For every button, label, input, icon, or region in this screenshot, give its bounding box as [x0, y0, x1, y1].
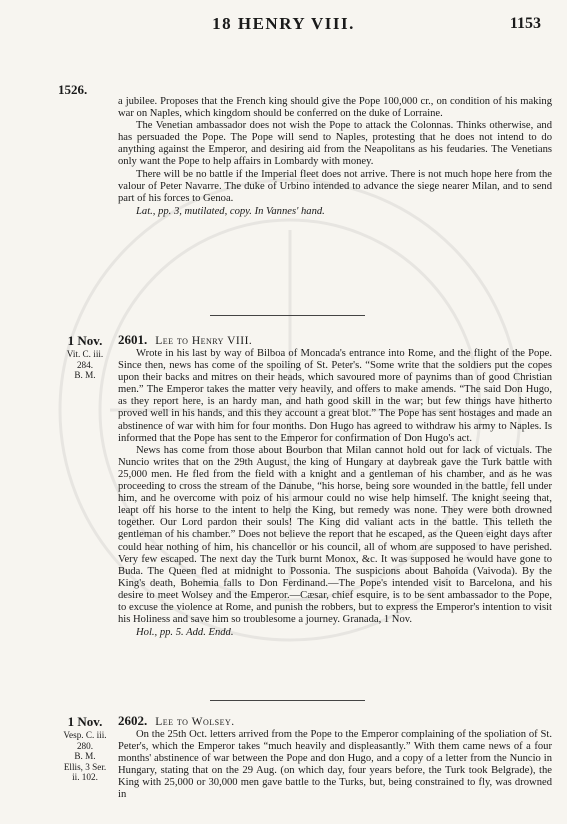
ref-line: Vesp. C. iii.: [63, 730, 107, 740]
entry-body: [118, 729, 552, 802]
divider: [210, 700, 365, 701]
entry-date: 1 Nov.: [67, 714, 103, 729]
entry-heading: [118, 333, 552, 348]
ref-line: Vit. C. iii.: [66, 349, 104, 359]
ref-line: B. M.: [74, 370, 96, 380]
ref-line: ii. 102.: [72, 772, 98, 782]
entry-number: 2601.: [118, 332, 148, 347]
ref-line: B. M.: [74, 751, 96, 761]
entry-title: Lee to Henry VIII.: [155, 335, 253, 347]
year-margin: 1526.: [58, 82, 88, 97]
paragraph: There will be no battle if the Imperial fleet does not arrive. There is not much hope here from the valour of Peter Navarre. The duke of Urbino intended to advance the siege nearer Milan, and to send part of his forces to Genoa.: [118, 168, 552, 204]
margin-reference: [56, 714, 114, 783]
ref-line: 280.: [76, 740, 94, 751]
source-note: Lat., pp. 3, mutilated, copy. In Vannes' hand.: [136, 205, 325, 217]
running-title: 18 HENRY VIII.: [212, 14, 355, 33]
paragraph: Wrote in his last by way of Bilboa of Moncada's entrance into Rome, and the flight of the Pope. Since then, news has come of the spoiling of St. Peter's. “Some write that the soldiers put the copes upon their backs and mitres on their heads, which savoured more of paynims than of good Christian men.” The Emperor takes the matter very heavily, and offers to make amends. “The said Don Hugo, as they report here, is an hardy man, and hath good skill in the war; but few things have hitherto proved well in his hands, and this they account a great blot.” The Pope has sent hostages and made an abstinence of war with him for four months. Don Hugo has agreed to withdraw his army to Naples. Is informed that the Pope has sent to the Emperor for confirmation of Don Hugo's act.: [118, 348, 552, 444]
margin-reference: [56, 333, 114, 381]
entry-date: 1 Nov.: [67, 333, 103, 348]
entry-body: [118, 348, 552, 639]
ref-line: 284.: [76, 359, 94, 370]
entry-heading: [118, 714, 552, 729]
continued-entry: [118, 96, 552, 218]
paragraph: The Venetian ambassador does not wish the Pope to attack the Colonnas. Thinks otherwise, and has persuaded the Pope. The Pope will send to Naples, protesting that he does not intend to do anything against the Emperor, and desiring aid from the Neapolitans as his feudaries. The Venetians only want the Pope to help affairs in Lombardy with money.: [118, 120, 552, 168]
page-header: [0, 0, 567, 44]
source-note: Hol., pp. 5. Add. Endd.: [136, 627, 234, 639]
page-number: 1153: [509, 15, 541, 32]
entry-number: 2602.: [118, 713, 148, 728]
entry-title: Lee to Wolsey.: [155, 716, 235, 728]
ref-line: Ellis, 3 Ser.: [63, 761, 107, 772]
paragraph: News has come from those about Bourbon that Milan cannot hold out for lack of victuals. The Nuncio writes that on the 29th August, the king of Hungary at daybreak gave the Turk battle with 25,000 men. He fled from the field with a knight and a gentleman of his chamber, and as he was proceeding to cross the stream of the Danube, “his horse, being sore wounded in the battle, fell under him, and he overcome with poiz of his armour could no wise help himself. The knight seeing that, leapt off his horse to the intent to help the King, but remedy was none. They were both drowned together. Our Lord pardon their souls! The King did valiant acts in the battle. This telleth the gentleman of his chamber.” Does not believe the report that he escaped, as the Queen eight days after could hear nothing of him, his chancellor or his council, all of whom are supposed to have perished. Very few escaped. The next day the Turk burnt Monox, &c. It was supposed he would have gone to Buda. The Queen fled at midnight to Possonia. The suspicions about Bahoida (Vaivoda). By the King's death, Bohemia falls to Don Ferdinand.—The Pope's intended visit to Barcelona, and his desire to meet Wolsey and the Emperor.—Cæsar, chief esquire, is to be sent ambassador to the Pope, to excuse the violence at Rome, and punish the robbers, but to express the Emperor's intention to visit his Holiness and save him so troublesome a journey. Granada, 1 Nov.: [118, 444, 552, 626]
paragraph: a jubilee. Proposes that the French king should give the Pope 100,000 cr., on condition of his making war on Naples, which kingdom should be conferred on the duke of Lorraine.: [118, 96, 552, 120]
divider: [210, 315, 365, 316]
paragraph: On the 25th Oct. letters arrived from the Pope to the Emperor complaining of the spoliation of St. Peter's, which the Emperor takes “much heavily and displeasantly.” With them came news of a four months' abstinence of war between the Pope and don Hugo, and a copy of a letter from the Nuncio in Hungary, stating that on the 29 Aug. (on which day, four years before, the Turk took Belgrade), the King with 25,000 or 30,000 men gave battle to the Turks, but, being constrained to fly, was drowned in: [118, 729, 552, 801]
